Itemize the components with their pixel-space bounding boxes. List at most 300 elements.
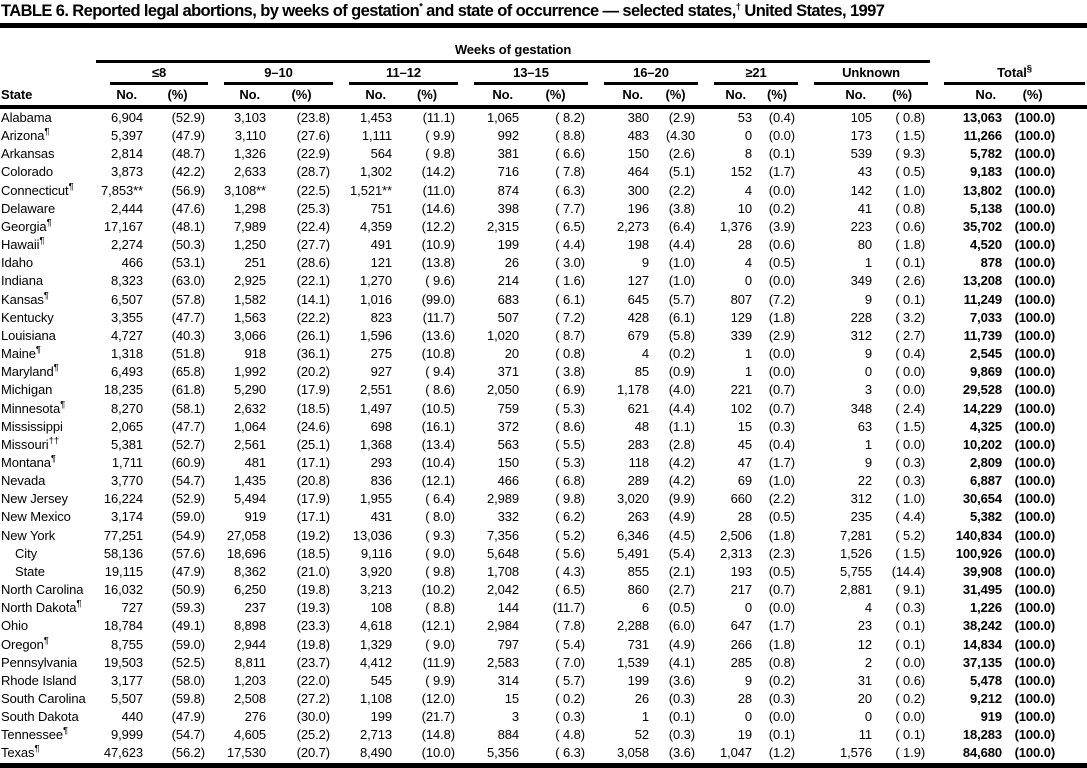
no-cell: 18,235 [103,382,143,398]
state-footnote-mark: †† [48,435,59,447]
total-no-cell: 35,702 [962,218,1003,234]
total-no-cell: 37,135 [962,654,1003,670]
pct-cell: ( 5.6) [555,545,585,561]
no-cell: 3,110 [234,128,266,144]
total-pct-cell: (100.0) [1014,364,1056,380]
pct-cell: (22.2) [296,309,330,325]
no-cell: 108 [370,600,392,616]
pct-cell: (5.1) [668,164,695,180]
total-no-cell: 100,926 [955,545,1003,561]
table-body [0,107,1087,765]
total-no-cell: 11,266 [963,128,1003,144]
total-pct-cell: (100.0) [1014,400,1056,416]
pct-cell: ( 9.3) [425,527,455,543]
pct-cell: ( 0.0) [895,382,926,398]
pct-cell: ( 6.2) [555,509,585,525]
pct-cell: ( 9.8) [555,491,585,507]
table-row [0,400,1087,418]
no-cell: 4 [744,255,752,271]
no-cell: 312 [850,491,872,507]
pct-cell: ( 9.1) [895,582,926,598]
pct-cell: (59.3) [171,600,205,616]
no-cell: 1,302 [359,164,392,180]
no-cell: 2,814 [110,146,143,162]
pct-cell: ( 0.3) [895,473,926,489]
no-cell: 235 [850,509,872,525]
no-cell: 6,250 [233,582,266,598]
subheader-no-total: No. [930,85,1004,107]
total-label-text: Total [997,65,1027,80]
pct-cell: (1.8) [768,527,795,543]
no-cell: 2,583 [486,654,519,670]
state-name: South Dakota [1,709,79,725]
pct-cell: ( 8.6) [555,418,585,434]
table-row [0,563,1087,581]
no-cell: 214 [497,273,519,289]
no-cell: 860 [627,582,649,598]
no-cell: 8,811 [234,654,266,670]
pct-cell: (57.8) [171,291,205,307]
pct-cell: (12.2) [421,218,455,234]
pct-cell: (19.8) [296,582,330,598]
total-no-cell: 31,495 [962,582,1003,598]
total-no-cell: 2,809 [970,454,1003,470]
no-cell: 1 [744,346,752,362]
no-cell: 759 [497,400,519,416]
state-name: Rhode Island [1,672,77,688]
no-cell: 144 [497,600,519,616]
no-cell: 431 [370,509,392,525]
pct-cell: (9.9) [668,491,695,507]
no-cell: 5,648 [486,545,519,561]
total-pct-cell: (100.0) [1014,636,1056,652]
abortions-by-gestation-table [0,34,1087,768]
pct-cell: (4.9) [668,636,695,652]
no-cell: 26 [504,255,519,271]
pct-cell: ( 9.0) [425,545,455,561]
no-cell: 1,711 [111,454,143,470]
pct-cell: ( 9.8) [425,146,455,162]
group-row-state-gap [0,62,96,86]
pct-cell: (0.7) [768,382,795,398]
pct-cell: (4.1) [668,654,695,670]
pct-cell: (47.9) [171,128,205,144]
subheader-no-le8: No. [96,85,145,107]
no-cell: 8,490 [359,745,392,761]
no-cell: 198 [627,237,649,253]
pct-cell: (65.8) [171,364,205,380]
no-cell: 5,491 [616,545,649,561]
pct-cell: ( 0.1) [895,255,926,271]
no-cell: 15 [504,691,519,706]
col-group-ge21 [700,62,800,86]
pct-cell: (12.0) [421,691,455,706]
no-cell: 2,506 [719,527,752,543]
pct-cell: (23.3) [296,618,330,634]
no-cell: 80 [857,237,872,253]
no-cell: 1,368 [359,436,392,452]
pct-cell: (1.0) [668,273,695,289]
pct-cell: (59.0) [171,636,205,652]
col-group-13-15 [460,62,590,86]
state-name: Georgia¶ [1,217,52,234]
pct-cell: (54.7) [171,473,205,489]
pct-cell: (52.9) [171,110,205,125]
pct-cell: (52.9) [171,491,205,507]
pct-cell: (0.0) [768,600,795,616]
col-group-unknown-label: Unknown [814,65,928,85]
pct-cell: ( 5.4) [555,636,585,652]
pct-cell: ( 0.0) [895,709,926,725]
pct-cell: ( 8.0) [425,509,455,525]
no-cell: 17,530 [226,745,266,761]
no-cell: 660 [730,491,752,507]
pct-cell: (0.0) [768,709,795,725]
pct-cell: (57.6) [171,545,205,561]
total-pct-cell: (100.0) [1014,745,1056,761]
total-pct-cell: (100.0) [1014,418,1056,434]
no-cell: 2,313 [719,545,752,561]
state-footnote-mark: ¶ [62,725,68,737]
no-cell: 31 [857,672,872,688]
total-pct-cell: (100.0) [1014,200,1056,216]
total-no-cell: 1,226 [970,600,1003,616]
no-cell: 545 [370,672,392,688]
pct-cell: (4.5) [668,527,695,543]
pct-cell: ( 2.6) [895,273,926,289]
pct-cell: (48.1) [171,218,205,234]
total-pct-cell: (100.0) [1014,237,1056,253]
table-title [0,0,1087,28]
pct-cell: (53.1) [171,255,205,271]
no-cell: 4 [641,346,649,362]
pct-cell: (25.1) [296,436,330,452]
table-row [0,345,1087,363]
no-cell: 398 [497,200,519,216]
pct-cell: ( 8.7) [555,327,585,343]
pct-cell: (0.3) [768,418,795,434]
pct-cell: ( 2.4) [895,400,926,416]
table-row [0,636,1087,654]
no-cell: 1,270 [359,273,392,289]
total-no-cell: 140,834 [955,527,1003,543]
no-cell: 16,032 [103,582,143,598]
state-name: Oregon¶ [1,635,49,652]
pct-cell: ( 9.4) [425,364,455,380]
pct-cell: (0.0) [768,346,795,362]
pct-cell: (13.6) [421,327,455,343]
no-cell: 1,526 [839,545,872,561]
pct-cell: (0.5) [768,255,795,271]
total-no-cell: 14,834 [962,636,1003,652]
title-text-3: United States, 1997 [740,2,885,20]
pct-cell: (20.7) [296,745,330,761]
no-cell: 698 [370,418,392,434]
no-cell: 300 [627,182,649,198]
total-pct-cell: (100.0) [1014,545,1056,561]
no-cell: 716 [497,164,519,180]
no-cell: 2,273 [616,218,649,234]
pct-cell: ( 8.8) [425,600,455,616]
pct-cell: (6.0) [668,618,695,634]
state-name: Connecticut¶ [1,181,74,198]
no-cell: 380 [627,110,649,125]
no-cell: 564 [370,146,392,162]
pct-cell: ( 0.3) [555,709,585,725]
no-cell: 16,224 [103,491,143,507]
pct-cell: (0.4) [768,436,795,452]
table-row [0,163,1087,181]
no-cell: 22 [857,473,872,489]
total-pct-cell: (100.0) [1014,146,1056,162]
no-cell: 1,582 [233,291,266,307]
pct-cell: (19.2) [296,527,330,543]
state-name: Minnesota¶ [1,399,66,416]
pct-cell: ( 0.4) [895,346,926,362]
no-cell: 5,507 [110,691,143,706]
pct-cell: ( 0.1) [895,618,926,634]
spanner-row [0,34,1087,62]
no-cell: 77,251 [103,527,143,543]
pct-cell: ( 9.6) [425,273,455,289]
pct-cell: ( 7.8) [555,618,585,634]
pct-cell: (52.5) [171,654,205,670]
total-no-cell: 4,325 [970,418,1003,434]
pct-cell: (4.2) [668,473,695,489]
no-cell: 1,203 [233,672,266,688]
no-cell: 19 [737,727,752,743]
no-cell: 919 [244,509,266,525]
state-name: State [15,563,45,579]
no-cell: 371 [497,364,519,380]
no-cell: 874 [497,182,519,198]
total-no-cell: 38,242 [962,618,1003,634]
pct-cell: ( 9.3) [895,146,926,162]
no-cell: 563 [497,436,519,452]
table-row [0,708,1087,726]
total-pct-cell: (100.0) [1014,691,1056,706]
no-cell: 129 [730,309,752,325]
pct-cell: (1.7) [768,618,795,634]
pct-cell: (56.2) [171,745,205,761]
pct-cell: (1.7) [768,454,795,470]
no-cell: 5,356 [486,745,519,761]
subheader-no-16-20: No. [590,85,651,107]
col-group-13-15-label: 13–15 [474,65,588,85]
no-cell: 312 [850,327,872,343]
no-cell: 196 [627,200,649,216]
pct-cell: ( 9.9) [425,672,455,688]
no-cell: 9 [864,291,872,307]
no-cell: 4,727 [110,327,143,343]
pct-cell: (40.3) [171,327,205,343]
pct-cell: ( 1.6) [555,273,585,289]
state-name: Nevada [1,473,46,489]
no-cell: 63 [857,418,872,434]
no-cell: 464 [627,164,649,180]
pct-cell: (10.4) [421,454,455,470]
state-name: Arizona¶ [1,126,50,144]
no-cell: 2,984 [486,618,519,634]
no-cell: 223 [850,218,872,234]
pct-cell: (3.9) [768,218,795,234]
no-cell: 1,992 [233,364,266,380]
pct-cell: (0.5) [768,563,795,579]
state-footnote-mark: ¶ [50,453,56,465]
pct-cell: ( 1.8) [895,237,926,253]
no-cell: 2,881 [839,582,872,598]
subheader-no-11-12: No. [335,85,394,107]
no-cell: 1 [864,255,872,271]
pct-cell: (5.4) [668,545,695,561]
no-cell: 1,298 [233,200,266,216]
no-cell: 3,213 [359,582,392,598]
no-cell: 1,326 [233,146,266,162]
total-pct-cell: (100.0) [1014,128,1056,144]
total-pct-cell: (100.0) [1014,727,1056,743]
state-name: Montana¶ [1,453,56,470]
pct-cell: ( 7.2) [555,309,585,325]
no-cell: 28 [737,691,752,706]
state-name: Idaho [1,255,34,271]
pct-cell: (2.3) [768,545,795,561]
no-cell: 836 [370,473,392,489]
no-cell: 251 [244,255,266,271]
pct-cell: (0.0) [768,364,795,380]
no-cell: 47,623 [103,745,143,761]
no-cell: 41 [857,200,872,216]
total-no-cell: 7,033 [970,309,1003,325]
no-cell: 19,115 [104,563,143,579]
total-no-cell: 2,545 [970,346,1003,362]
no-cell: 102 [730,400,752,416]
no-cell: 992 [497,128,519,144]
no-cell: 372 [497,418,519,434]
pct-cell: ( 0.3) [895,600,926,616]
no-cell: 428 [627,309,649,325]
no-cell: 2,042 [486,582,519,598]
table-row [0,436,1087,454]
no-cell: 5,755 [839,563,872,579]
no-cell: 2,551 [359,382,392,398]
no-cell: 121 [370,255,392,271]
table-row [0,218,1087,236]
pct-cell: ( 0.0) [895,654,926,670]
pct-cell: (0.8) [768,654,795,670]
table-row [0,254,1087,272]
table-row [0,363,1087,381]
pct-cell: (49.1) [171,618,205,634]
total-no-cell: 5,138 [970,200,1003,216]
subheader-no-13-15: No. [460,85,521,107]
no-cell: 8 [744,146,752,162]
pct-cell: (3.8) [668,200,695,216]
total-no-cell: 5,382 [970,509,1003,525]
no-cell: 2,944 [233,636,266,652]
no-cell: 0 [744,600,752,616]
no-cell: 9 [864,454,872,470]
no-cell: 3,108** [224,182,266,198]
state-name: New Mexico [1,509,71,525]
no-cell: 8,362 [233,563,266,579]
pct-cell: ( 8.6) [425,382,455,398]
no-cell: 491 [370,237,392,253]
spanner-row-total-gap [930,34,1087,62]
total-pct-cell: (100.0) [1014,291,1056,307]
no-cell: 27,058 [226,527,266,543]
no-cell: 0 [864,364,872,380]
pct-cell: (52.7) [171,436,205,452]
no-cell: 20 [857,691,872,706]
pct-cell: (14.1) [296,291,330,307]
no-cell: 5,290 [233,382,266,398]
no-cell: 3,058 [616,745,649,761]
total-pct-cell: (100.0) [1014,618,1056,634]
state-name: Ohio [1,618,29,634]
no-cell: 142 [850,182,872,198]
state-footnote-mark: ¶ [39,235,45,247]
no-cell: 2,274 [110,237,143,253]
no-cell: 731 [627,636,649,652]
pct-cell: (47.9) [171,563,205,579]
pct-cell: (28.6) [296,255,330,271]
pct-cell: (7.2) [768,291,795,307]
total-pct-cell: (100.0) [1014,346,1056,362]
pct-cell: (22.4) [296,218,330,234]
no-cell: 1,521** [350,182,392,198]
no-cell: 52 [634,727,649,743]
pct-cell: ( 0.5) [895,164,926,180]
no-cell: 349 [850,273,872,289]
pct-cell: (0.0) [768,128,795,144]
no-cell: 1,955 [359,491,392,507]
total-pct-cell: (100.0) [1014,273,1056,289]
total-no-cell: 10,202 [962,436,1003,452]
pct-cell: (0.7) [768,582,795,598]
pct-cell: ( 6.8) [555,473,585,489]
state-footnote-mark: ¶ [44,126,50,138]
no-cell: 8,755 [110,636,143,652]
pct-cell: (42.2) [171,164,205,180]
total-pct-cell: (100.0) [1014,527,1056,543]
pct-cell: (27.7) [296,237,330,253]
pct-cell: (4.9) [668,509,695,525]
pct-cell: (12.1) [421,618,455,634]
no-cell: 2,315 [486,218,519,234]
pct-cell: (13.8) [421,255,455,271]
pct-cell: (21.7) [421,709,455,725]
no-cell: 9 [744,672,752,688]
title-footnote-asterisk: * [419,1,423,13]
no-cell: 3,770 [110,473,143,489]
total-pct-cell: (100.0) [1014,255,1056,271]
no-cell: 381 [497,146,519,162]
no-cell: 283 [627,436,649,452]
pct-cell: ( 0.2) [895,691,926,706]
pct-cell: ( 0.6) [895,672,926,688]
pct-cell: (2.7) [668,582,695,598]
no-cell: 3,873 [110,164,143,180]
pct-cell: ( 6.3) [555,182,585,198]
no-cell: 266 [730,636,752,652]
pct-cell: ( 8.8) [555,128,585,144]
table-row [0,744,1087,765]
no-cell: 823 [370,309,392,325]
pct-cell: (5.7) [668,291,695,307]
table-row [0,327,1087,345]
no-cell: 2,632 [233,400,266,416]
no-cell: 19,503 [103,654,143,670]
